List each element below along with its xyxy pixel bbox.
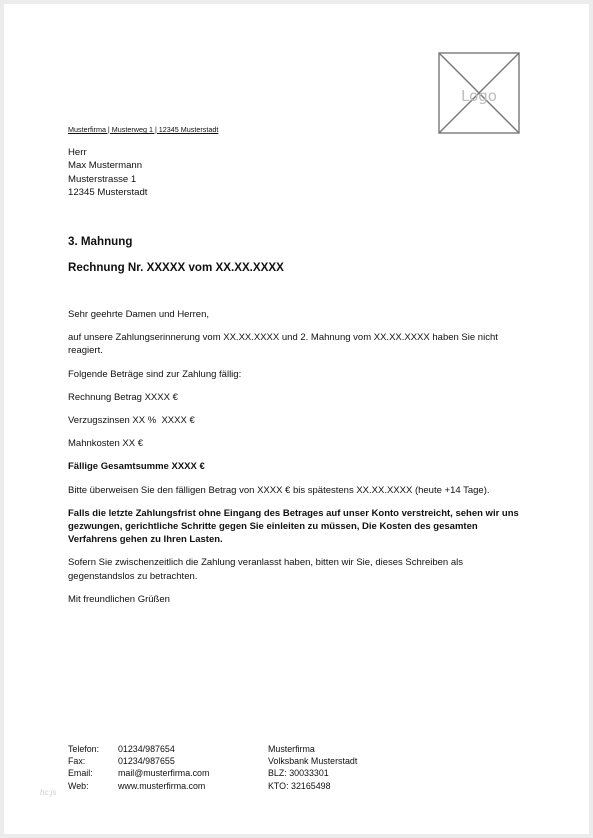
logo-placeholder [438,52,520,134]
footer-label-email: Email: [68,768,93,779]
footer-email: mail@musterfirma.com [118,768,210,779]
recipient-salutation: Herr [68,147,87,158]
salutation: Sehr geehrte Damen und Herren, [68,309,209,320]
recipient-name: Max Mustermann [68,160,143,172]
disregard-paragraph: Sofern Sie zwischenzeitlich die Zahlung veranlasst haben, bitten wir Sie, dieses Schreiben als gegenstandslos zu betrachten. [68,557,463,582]
interest-amount: Verzugszinsen XX % XXXX € [68,415,195,427]
footer-web: www.musterfirma.com [118,780,206,791]
logo-text: Logo [461,87,497,105]
footer-contact-values [118,743,209,792]
recipient-city: 12345 Musterstadt [68,186,148,198]
footer-account: KTO: 32165498 [268,780,331,791]
footer-company: Musterfirma [268,744,315,754]
recipient-address [68,146,147,199]
warning-paragraph: Falls die letzte Zahlungsfrist ohne Eingang des Betrages auf unser Konto verstreicht, sehen wir uns gezwungen, gerichtliche Schritte gegen Sie einleiten zu müssen, Die Kosten des gesamten Verfahrens gehen zu Ihren Lasten. [68,507,519,546]
footer-fax: 01234/987655 [118,756,175,767]
footer-phone: 01234/987654 [118,744,175,754]
watermark: hc:js [40,788,57,797]
letter-title: 3. Mahnung [68,235,133,248]
closing: Mit freundlichen Grüßen [68,593,170,605]
due-intro: Folgende Beträge sind zur Zahlung fällig: [68,368,242,380]
footer-bank-details [268,743,357,792]
footer-label-phone: Telefon: [68,744,100,754]
footer-bank-name: Volksbank Musterstadt [268,756,358,767]
footer-label-web: Web: [68,780,89,791]
invoice-amount: Rechnung Betrag XXXX € [68,391,178,403]
total-amount: Fällige Gesamtsumme XXXX € [68,461,205,473]
letter-body [68,308,528,616]
letter-page [4,4,589,834]
fees-amount: Mahnkosten XX € [68,438,143,450]
transfer-paragraph: Bitte überweisen Sie den fälligen Betrag von XXXX € bis spätestens XX.XX.XXXX (heute +14 Tage). [68,484,490,496]
footer-blz: BLZ: 30033301 [268,768,329,779]
footer-contact-labels [68,743,99,792]
recipient-street: Musterstrasse 1 [68,173,137,185]
intro-paragraph: auf unsere Zahlungserinnerung vom XX.XX.XXXX und 2. Mahnung vom XX.XX.XXXX haben Sie nicht reagiert. [68,332,498,357]
footer-label-fax: Fax: [68,756,86,767]
sender-line: Musterfirma | Musterweg 1 | 12345 Musterstadt [68,125,219,134]
letter-subject: Rechnung Nr. XXXXX vom XX.XX.XXXX [68,261,284,274]
